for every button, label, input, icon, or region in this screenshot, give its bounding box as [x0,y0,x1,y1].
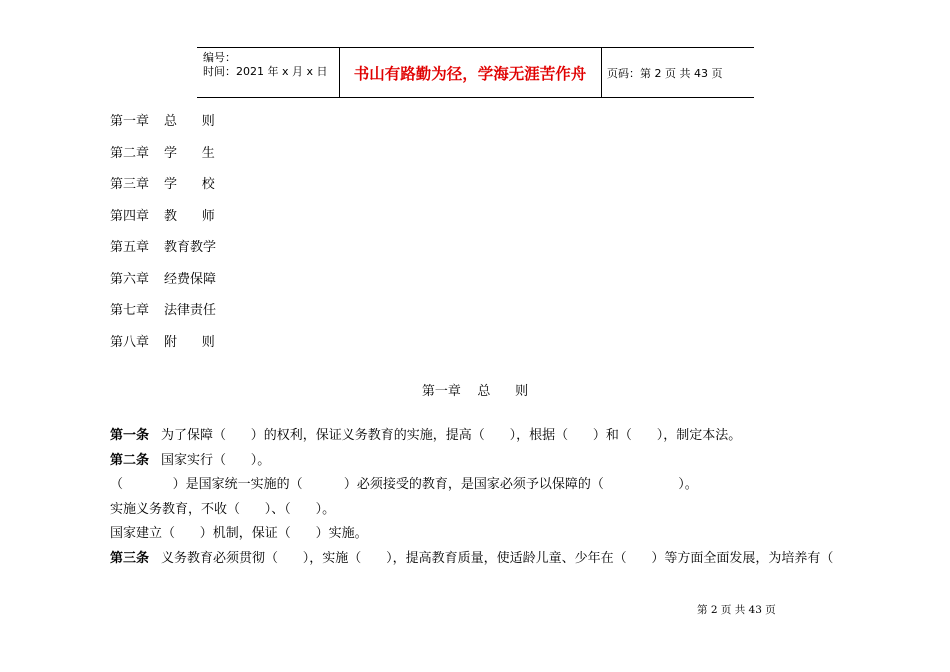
toc-title: 教育教学 [164,240,217,255]
toc-item [110,175,216,207]
toc-chapter: 第二章 [110,145,150,161]
article-label: 第二条 [110,452,150,468]
toc-item [110,270,216,302]
header-meta [203,51,328,79]
page-footer: 第 2 页 共 43 页 [697,604,776,616]
header-divider-right [601,48,602,97]
article-text: 国家实行（ ）。 [161,452,271,468]
toc-chapter: 第四章 [110,208,150,224]
article-1 [110,424,833,449]
article-3 [110,547,833,572]
toc-title: 总 则 [164,114,215,129]
toc-chapter: 第六章 [110,271,150,287]
body-line: （ ）是国家统一实施的（ ）必须接受的教育，是国家必须予以保障的（ ）。 [110,477,698,492]
article-2 [110,449,833,474]
toc-chapter: 第八章 [110,334,150,350]
section-title: 第一章 总 则 [421,384,529,399]
toc-title: 学 生 [164,145,215,161]
article-label: 第一条 [110,428,150,443]
toc-chapter: 第一章 [110,114,150,129]
toc-chapter: 第三章 [110,177,150,192]
body-line: 实施义务教育，不收（ ）、（ ）。 [110,501,336,517]
article-text: 为了保障（ ）的权利，保证义务教育的实施，提高（ ），根据（ ）和（ ），制定本法。 [161,428,742,443]
page-code: 页码：第 2 页 共 43 页 [607,66,723,80]
toc-title: 附 则 [164,334,215,350]
toc-item [110,112,216,144]
toc-title: 法律责任 [164,303,217,318]
article-text: 义务教育必须贯彻（ ），实施（ ），提高教育质量，使适龄儿童、少年在（ ）等方面全面发展，为培养有（ [161,550,834,566]
toc-item [110,301,216,333]
table-of-contents [110,112,216,364]
article-body [110,424,833,571]
number-label: 编号： [203,51,236,64]
toc-title: 教 师 [164,208,215,224]
toc-chapter: 第七章 [110,303,150,318]
toc-item [110,238,216,270]
toc-chapter: 第五章 [110,240,150,255]
toc-item [110,333,216,365]
motto: 书山有路勤为径，学海无涯苦作舟 [353,64,587,83]
page-header [197,47,754,98]
toc-item [110,144,216,176]
toc-title: 学 校 [164,177,215,192]
time-label: 时间：2021 年 x 月 x 日 [203,65,328,78]
toc-item [110,207,216,239]
article-label: 第三条 [110,550,150,566]
body-line: 国家建立（ ）机制，保证（ ）实施。 [110,526,368,541]
toc-title: 经费保障 [164,271,217,287]
